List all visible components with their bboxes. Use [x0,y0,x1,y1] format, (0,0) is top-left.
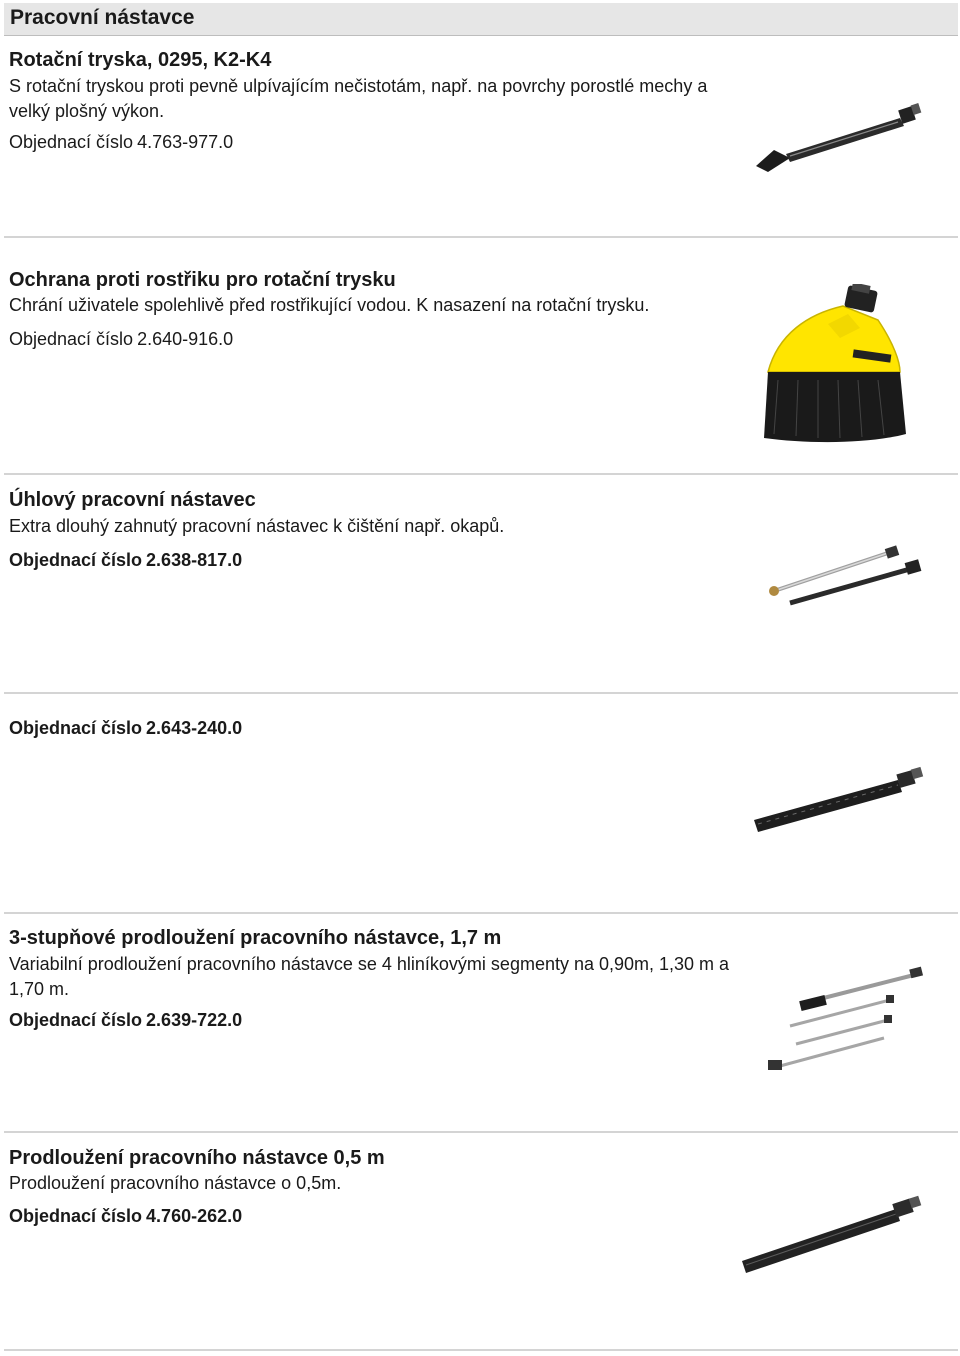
section-header [4,3,958,36]
order-value: 2.640-916.0 [137,329,234,349]
extension-lance-image [736,1191,932,1281]
product-name: Prodloužení pracovního nástavce 0,5 m [9,1147,385,1169]
angled-spray-lance-image [760,545,930,615]
order-number [9,132,233,153]
order-label: Objednací číslo [9,329,134,349]
spray-lance-image [748,762,930,842]
item-divider [4,1349,958,1351]
order-value: 2.638-817.0 [146,550,243,570]
order-label: Objednací číslo [9,1206,143,1226]
order-value: 4.760-262.0 [146,1206,243,1226]
product-name: Rotační tryska, 0295, K2-K4 [9,49,272,71]
item-divider [4,473,958,475]
section-title: Pracovní nástavce [10,6,195,29]
order-label: Objednací číslo [9,1010,143,1030]
item-divider [4,692,958,694]
order-value: 4.763-977.0 [137,132,234,152]
product-name: 3-stupňové prodloužení pracovního nástavce, 1,7 m [9,927,502,949]
order-number [9,329,233,350]
item-divider [4,236,958,238]
order-number [9,550,242,571]
product-name: Ochrana proti rostřiku pro rotační trysku [9,269,396,291]
order-label: Objednací číslo [9,550,143,570]
order-value: 2.643-240.0 [146,718,243,738]
product-description: Chrání uživatele spolehlivě před rostřikující vodou. K nasazení na rotační trysku. [9,295,650,315]
product-description: S rotační tryskou proti pevně ulpívajícím nečistotám, např. na povrchy porostlé mechy a velký plošný výkon. [9,76,708,121]
order-value: 2.639-722.0 [146,1010,243,1030]
splash-guard-brush-image [758,284,918,449]
order-label: Objednací číslo [9,718,143,738]
extension-segments-image [760,964,930,1074]
product-description: Prodloužení pracovního nástavce o 0,5m. [9,1173,342,1193]
order-number [9,1206,242,1227]
product-description: Extra dlouhý zahnutý pracovní nástavec k čištění např. okapů. [9,516,505,536]
product-name: Úhlový pracovní nástavec [9,489,256,511]
order-number [9,718,242,739]
item-divider [4,1131,958,1133]
order-label: Objednací číslo [9,132,134,152]
item-divider [4,912,958,914]
order-number [9,1010,242,1031]
product-description: Variabilní prodloužení pracovního nástavce se 4 hliníkovými segmenty na 0,90m, 1,30 m a 1,70 m. [9,954,730,999]
rotary-nozzle-lance-image [750,100,930,180]
